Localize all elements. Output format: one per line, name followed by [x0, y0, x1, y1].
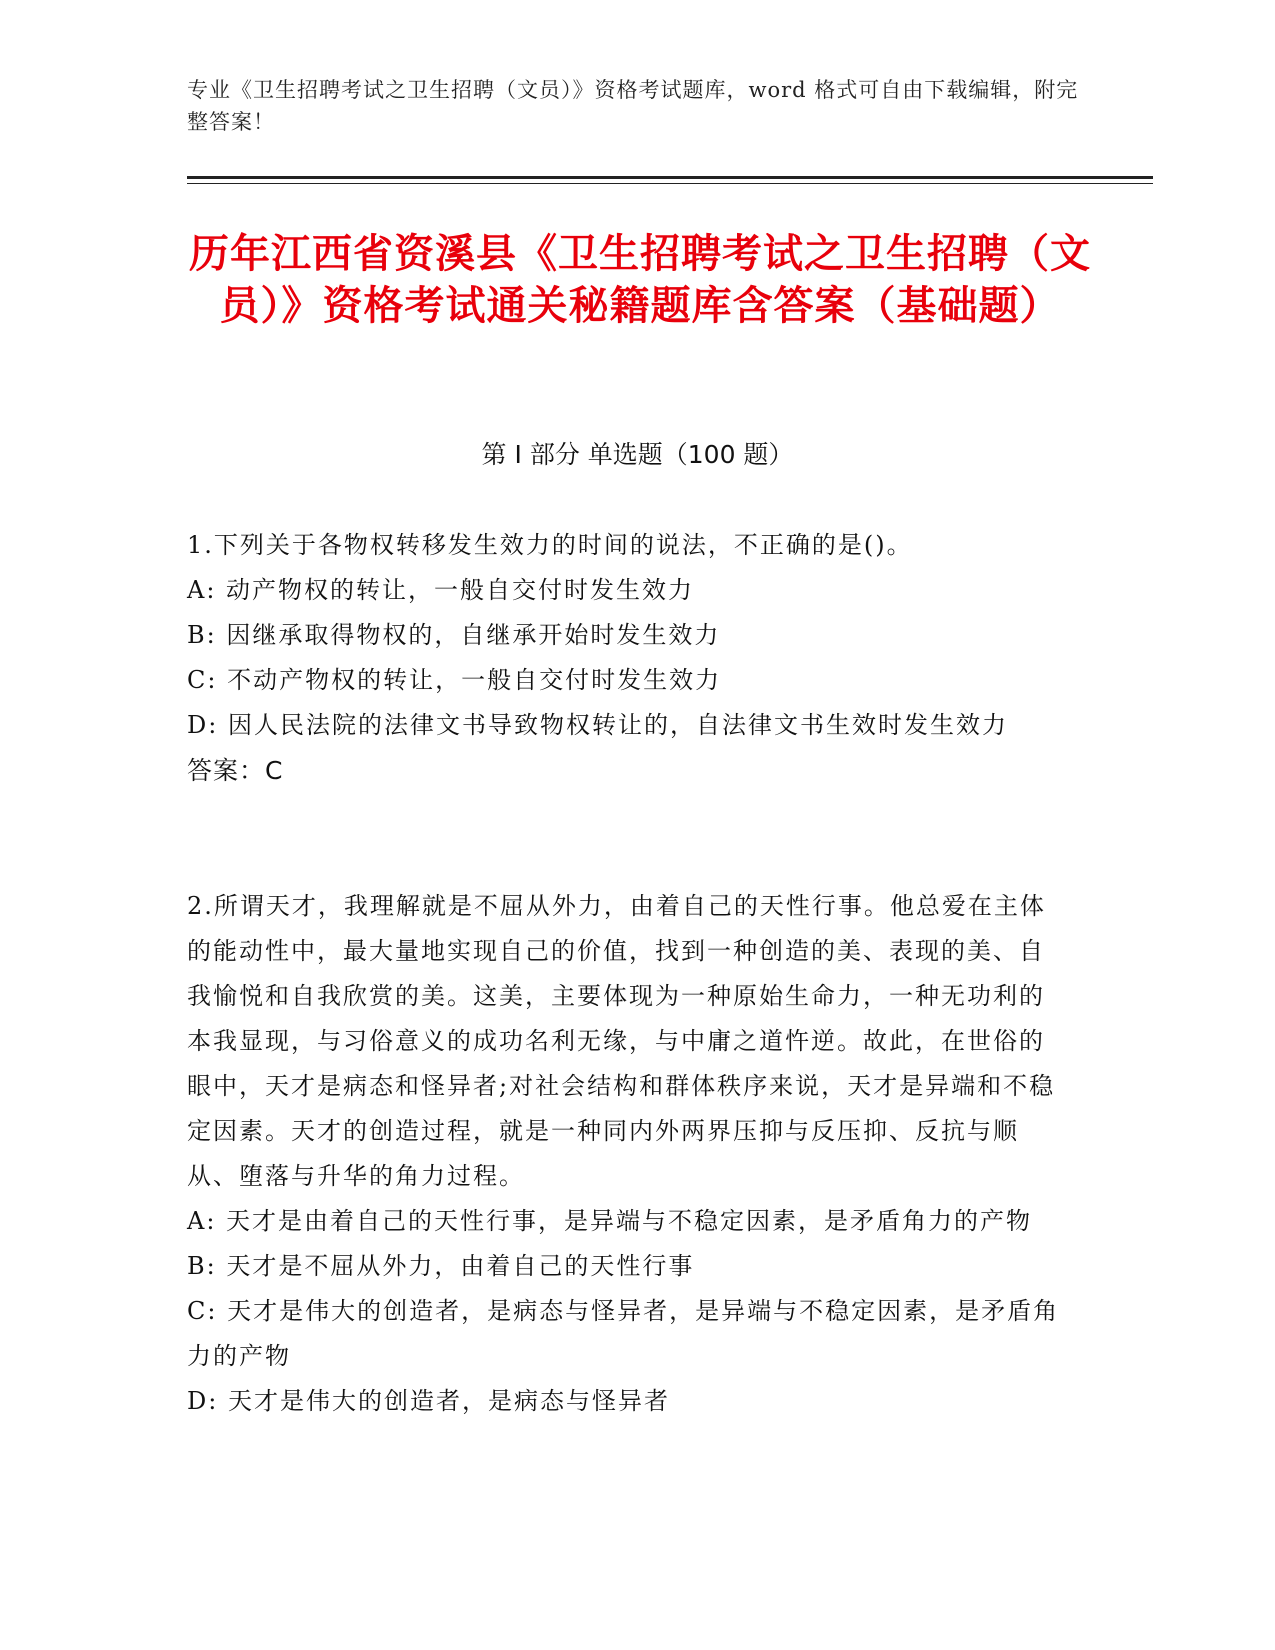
header-divider-thick: [187, 176, 1153, 179]
header-note: 专业《卫生招聘考试之卫生招聘（文员）》资格考试题库，word 格式可自由下载编辑，附完整答案！: [187, 78, 1079, 134]
question-2: [187, 884, 1067, 1424]
question-1: [187, 523, 1067, 793]
answer-line: 答案：C: [187, 756, 284, 785]
option-d: D: 天才是伟大的创造者，是病态与怪异者: [187, 1387, 670, 1415]
option-a: A: 天才是由着自己的天性行事，是异端与不稳定因素，是矛盾角力的产物: [187, 1207, 1033, 1235]
section-heading: 第 I 部分 单选题（100 题）: [481, 440, 794, 469]
document-title: 历年江西省资溪县《卫生招聘考试之卫生招聘（文员）》资格考试通关秘籍题库含答案（基础题）: [189, 231, 1091, 329]
option-c: C: 不动产物权的转让，一般自交付时发生效力: [187, 666, 722, 694]
option-d: D: 因人民法院的法律文书导致物权转让的，自法律文书生效时发生效力: [187, 711, 1008, 739]
header-divider-thin: [187, 183, 1153, 184]
option-a: A: 动产物权的转让，一般自交付时发生效力: [187, 576, 695, 604]
option-b: B: 天才是不屈从外力，由着自己的天性行事: [187, 1252, 695, 1280]
option-b: B: 因继承取得物权的，自继承开始时发生效力: [187, 621, 721, 649]
question-text: 2.所谓天才，我理解就是不屈从外力，由着自己的天性行事。他总爱在主体的能动性中，最大量地实现自己的价值，找到一种创造的美、表现的美、自我愉悦和自我欣赏的美。这美，主要体现为一种原始生命力，一种无功利的本我显现，与习俗意义的成功名利无缘，与中庸之道忤逆。故此，在世俗的眼中，天才是病态和怪异者;对社会结构和群体秩序来说，天才是异端和不稳定因素。天才的创造过程，就是一种同内外两界压抑与反压抑、反抗与顺从、堕落与升华的角力过程。: [187, 892, 1056, 1190]
option-c: C: 天才是伟大的创造者，是病态与怪异者，是异端与不稳定因素，是矛盾角力的产物: [187, 1297, 1060, 1370]
question-text: 1.下列关于各物权转移发生效力的时间的说法，不正确的是()。: [187, 531, 913, 559]
